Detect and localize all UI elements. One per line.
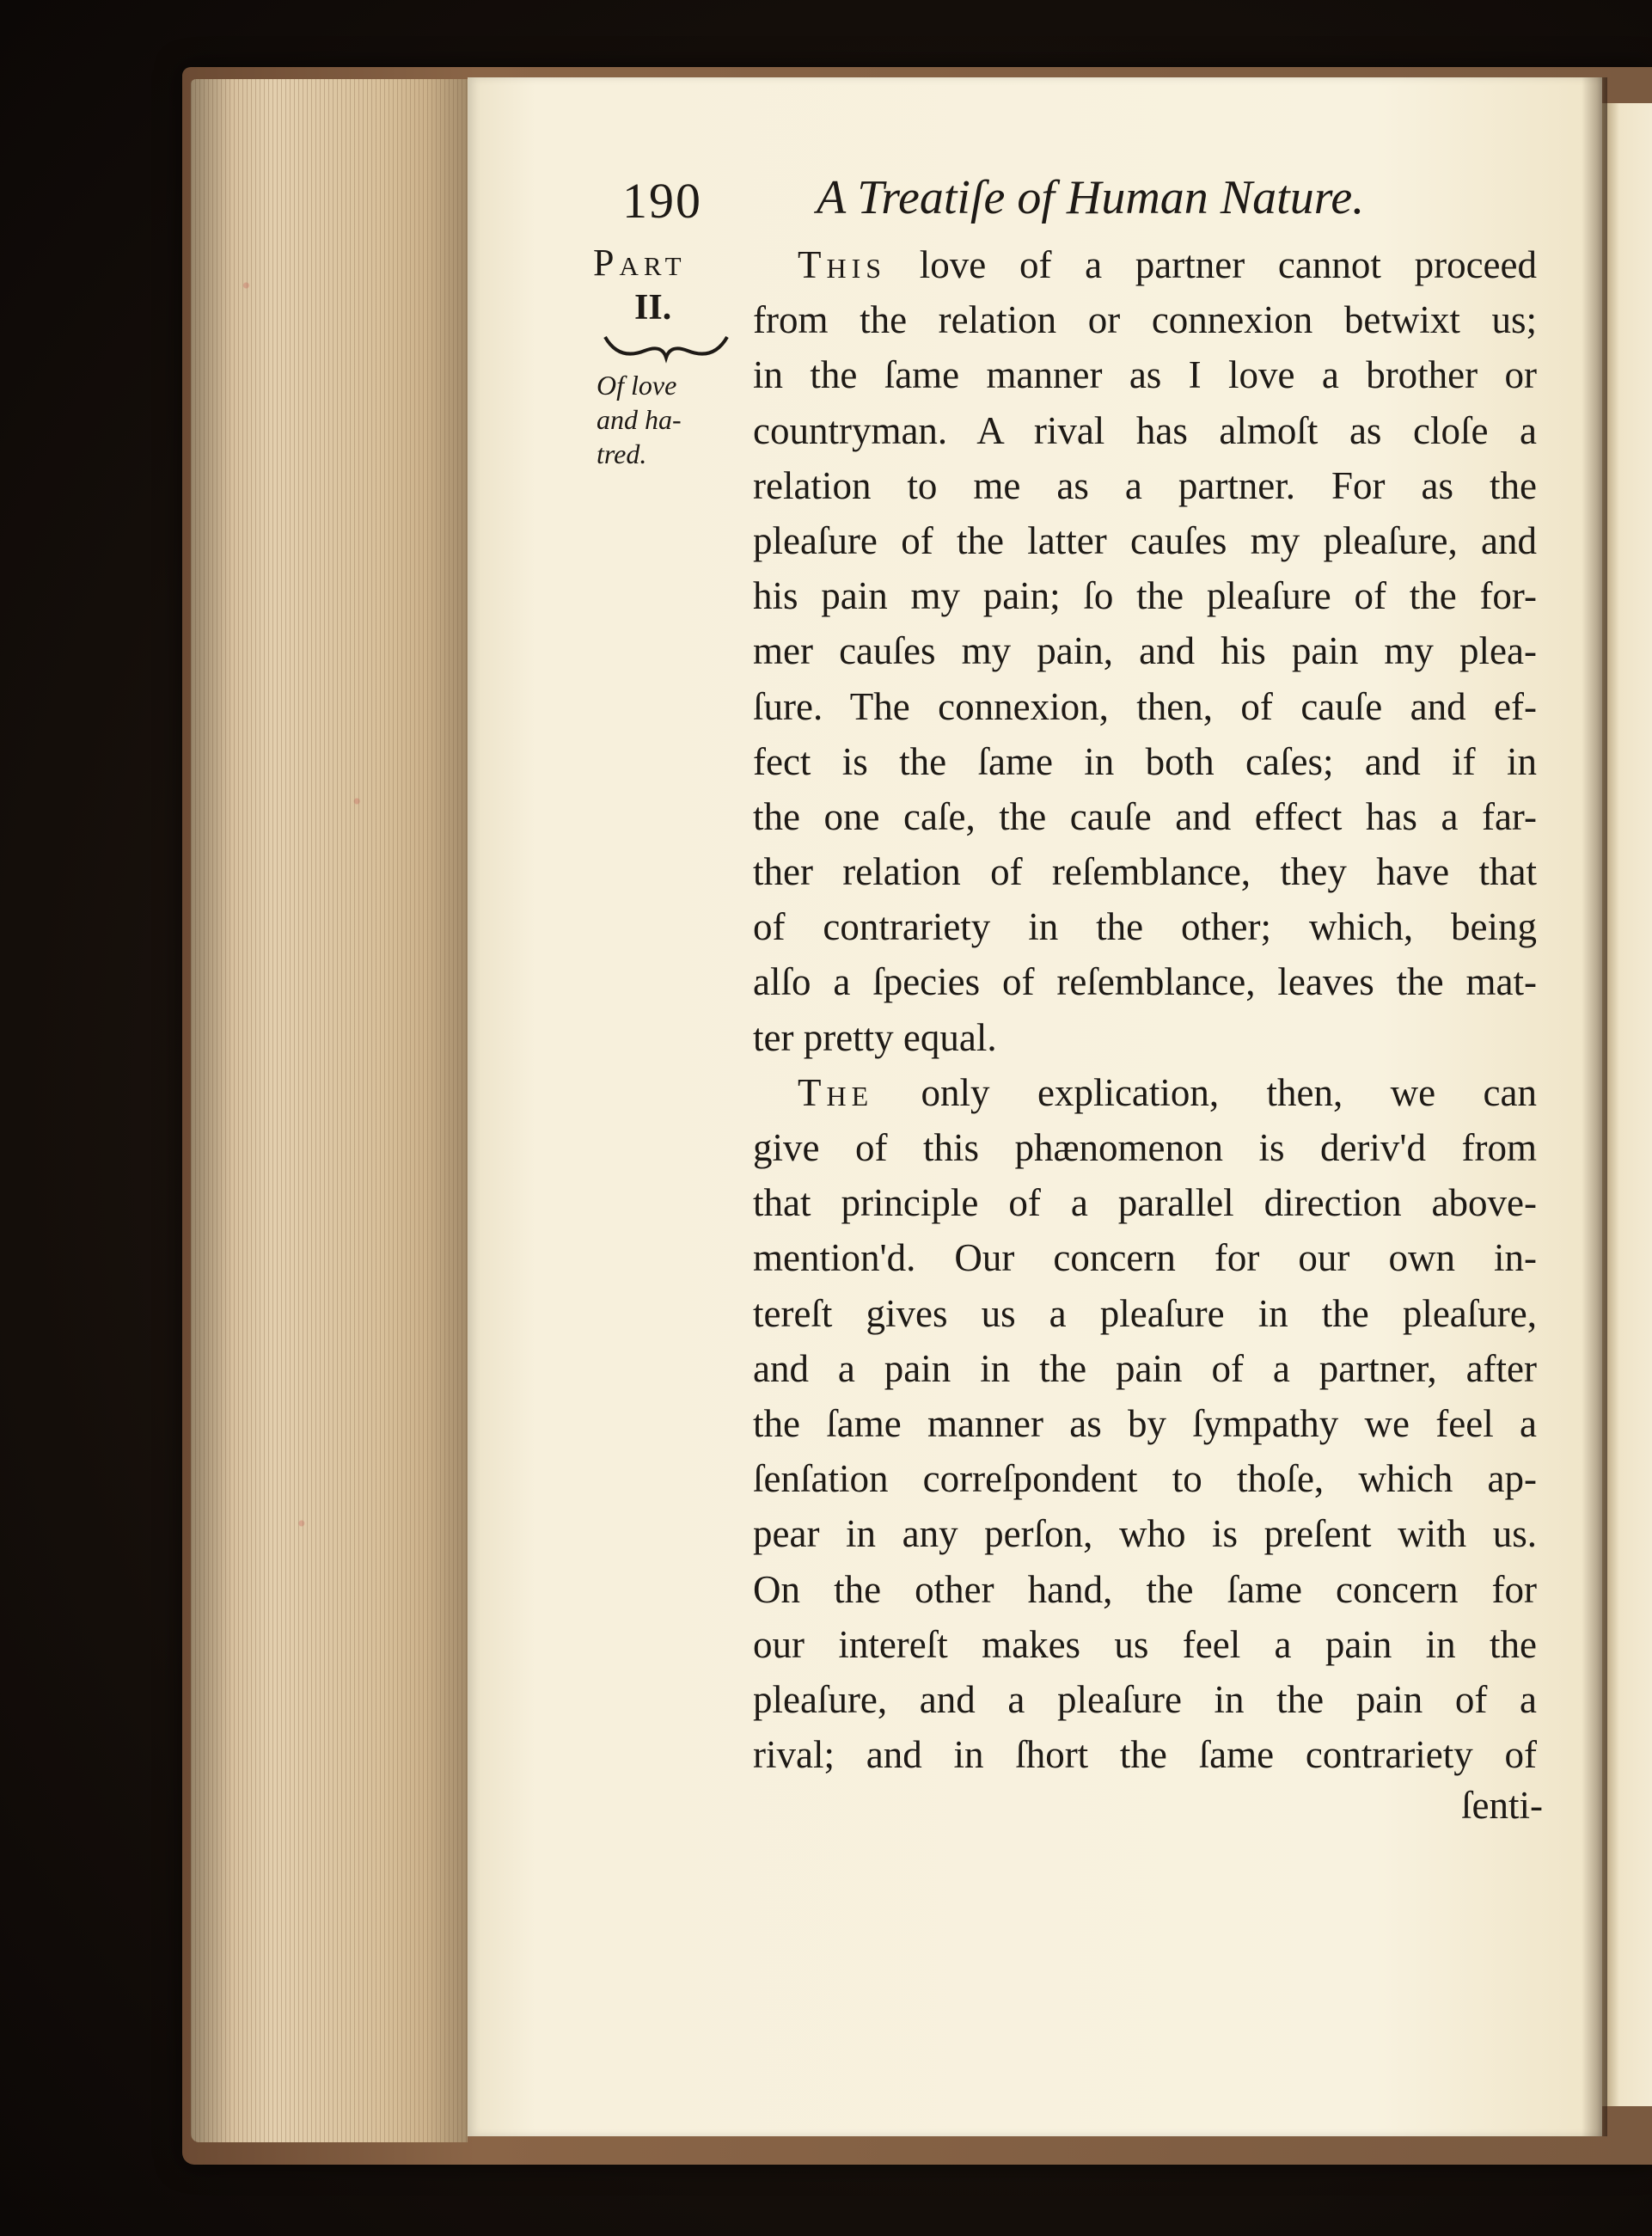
text-line: our intereſt makes us feel a pain in the <box>753 1622 1537 1666</box>
text-line: ſure. The connexion, then, of cauſe and ef- <box>753 684 1537 728</box>
text-line: mer cauſes my pain, and his pain my plea- <box>753 629 1537 673</box>
text-line: tereſt gives us a pleaſure in the pleaſure, <box>753 1291 1537 1335</box>
text-line: that principle of a parallel direction above- <box>753 1181 1537 1225</box>
text-line: give of this phænomenon is deriv'd from <box>753 1126 1537 1169</box>
brace-ornament <box>602 330 731 364</box>
text-line: and a pain in the pain of a partner, after <box>753 1346 1537 1390</box>
text-line: alſo a ſpecies of reſemblance, leaves the mat- <box>753 960 1537 1004</box>
page-number: 190 <box>622 173 702 229</box>
text-line: ter pretty equal. <box>753 1015 997 1059</box>
text-line: countryman. A rival has almoſt as cloſe a <box>753 408 1537 452</box>
text-line: pear in any perſon, who is preſent with us. <box>753 1512 1537 1556</box>
text-line: the ſame manner as by ſympathy we feel a <box>753 1401 1537 1445</box>
paragraph-lead-word: The <box>798 1070 874 1114</box>
text-line: The only explication, then, we can <box>798 1070 1537 1114</box>
text-line: his pain my pain; ſo the pleaſure of the for- <box>753 574 1537 618</box>
side-note-part-label: Part <box>593 242 687 284</box>
text-line: of contrariety in the other; which, being <box>753 905 1537 949</box>
page-gutter <box>1582 77 1607 2136</box>
fore-edge-shading <box>191 79 468 2142</box>
running-head: A Treatiſe of Human Nature. <box>817 171 1365 224</box>
text-line: pleaſure of the latter cauſes my pleaſure, and <box>753 518 1537 562</box>
text-line: rival; and in ſhort the ſame contrariety of <box>753 1733 1537 1777</box>
text-line: in the ſame manner as I love a brother or <box>753 353 1537 397</box>
text-line: On the other hand, the ſame concern for <box>753 1567 1537 1611</box>
text-line: ther relation of reſemblance, they have that <box>753 850 1537 894</box>
facing-page-edge <box>1602 103 1652 2106</box>
text-line: pleaſure, and a pleaſure in the pain of a <box>753 1677 1537 1721</box>
paragraph-lead-word: This <box>798 243 887 286</box>
side-note-part-number: II. <box>634 288 672 328</box>
text-line: the one caſe, the cauſe and effect has a far- <box>753 794 1537 838</box>
text-line: ſenſation correſpondent to thoſe, which ap- <box>753 1457 1537 1501</box>
text-line: relation to me as a partner. For as the <box>753 463 1537 507</box>
side-note-section-title: Of love and ha- tred. <box>597 370 682 469</box>
text-line: This love of a partner cannot proceed <box>798 243 1537 286</box>
body-text <box>753 237 1537 1782</box>
text-line: from the relation or connexion betwixt us; <box>753 298 1537 342</box>
text-line: mention'd. Our concern for our own in- <box>753 1236 1537 1280</box>
catchword: ſenti- <box>1461 1784 1543 1827</box>
text-line: fect is the ſame in both caſes; and if in <box>753 739 1537 783</box>
